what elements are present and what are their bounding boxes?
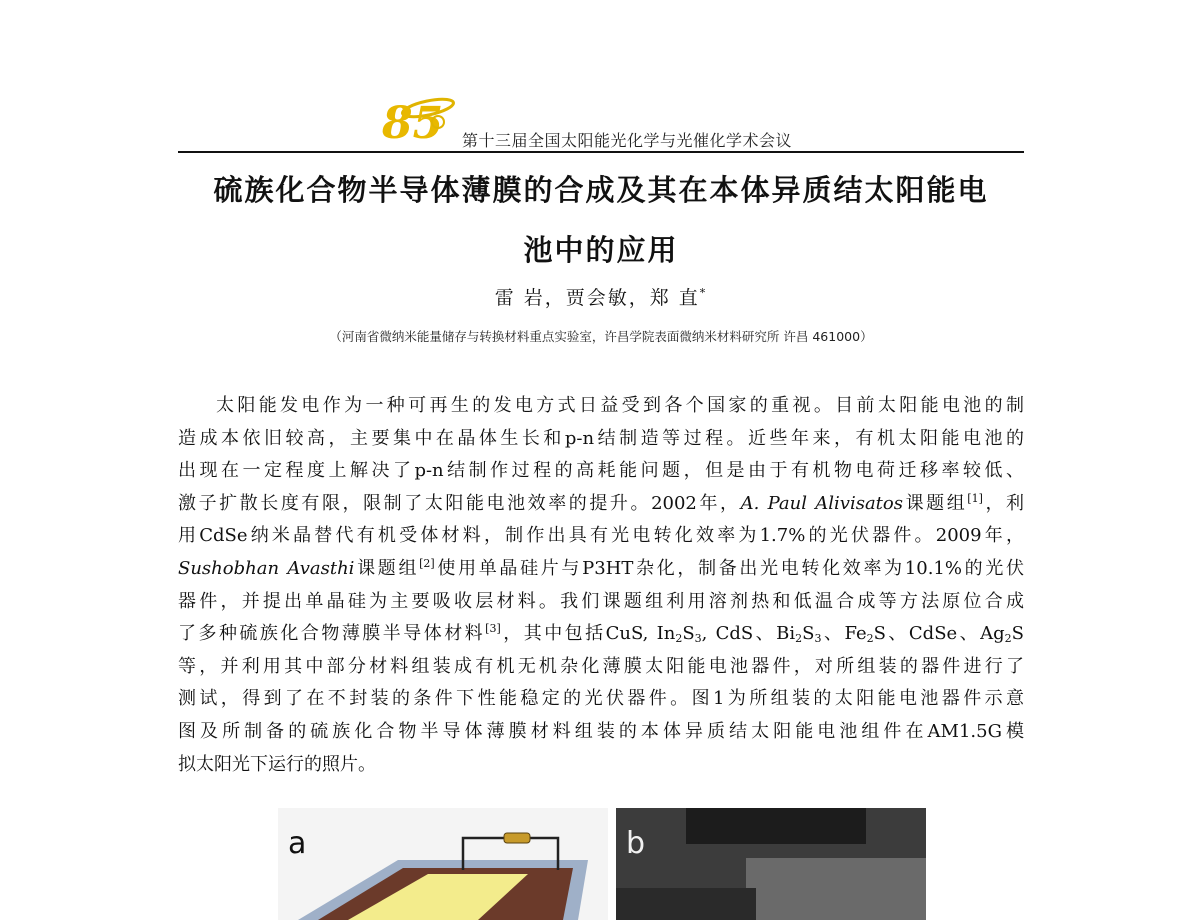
author-names: 雷 岩，贾会敏，郑 直 — [494, 287, 700, 309]
subscript: 3 — [814, 632, 822, 646]
body-line: 等，并利用其中部分材料组装成有机无机杂化薄膜太阳能电池器件，对所组装的器件进行了 — [178, 655, 1024, 677]
subscript: 2 — [866, 632, 874, 646]
figure-label-b: b — [626, 826, 646, 861]
corresponding-mark: * — [699, 286, 708, 300]
body-line: 图及所制备的硫族化合物半导体薄膜材料组装的本体异质结太阳能电池组件在AM1.5G模 — [178, 720, 1024, 742]
body-line: 造成本依旧较高，主要集中在晶体生长和p-n结制造等过程。近些年来，有机太阳能电池的 — [178, 427, 1024, 449]
text-run: ，其中包括CuS, In — [500, 623, 676, 645]
header-rule — [178, 151, 1024, 153]
text-run: S — [1011, 623, 1025, 645]
conference-name: 第十三届全国太阳能光化学与光催化学术会议 — [462, 131, 793, 150]
subscript: 2 — [795, 632, 803, 646]
figure-panel-a — [278, 808, 608, 920]
paper-title-line-1: 硫族化合物半导体薄膜的合成及其在本体异质结太阳能电 — [213, 173, 989, 207]
text-run: 、Fe — [821, 623, 867, 645]
figure-label-a: a — [288, 826, 307, 861]
paper-title-line-2: 池中的应用 — [523, 233, 679, 267]
body-line: 拟太阳光下运行的照片。 — [178, 753, 376, 775]
device-schematic — [278, 808, 608, 920]
citation: [2] — [419, 556, 435, 570]
figure-panel-b — [616, 808, 926, 920]
body-line: 测试，得到了在不封装的条件下性能稳定的光伏器件。图1为所组装的太阳能电池器件示意 — [178, 688, 1024, 710]
text-run: 了多种硫族化合物薄膜半导体材料 — [178, 623, 486, 645]
abstract-body — [178, 390, 1024, 781]
body-line — [178, 488, 1024, 521]
body-line: 出现在一定程度上解决了p-n结制作过程的高耗能问题，但是由于有机物电荷迁移率较低、 — [178, 460, 1024, 482]
conference-logo — [378, 88, 458, 144]
author-ref-name: Sushobhan Avasthi — [178, 557, 355, 579]
subscript: 2 — [675, 632, 683, 646]
body-line: 器件，并提出单晶硅为主要吸收层材料。我们课题组利用溶剂热和低温合成等方法原位合成 — [178, 590, 1024, 612]
author-ref-name: A. Paul Alivisatos — [740, 492, 903, 514]
text-run: 激子扩散长度有限，限制了太阳能电池效率的提升。2002年， — [178, 492, 741, 514]
logo-number: 85 — [382, 98, 444, 144]
text-run: ，利 — [982, 492, 1025, 514]
text-run: S — [802, 623, 815, 645]
text-run: S — [682, 623, 695, 645]
text-run: S、CdSe、Ag — [873, 623, 1005, 645]
authors — [178, 283, 1024, 310]
text-run: , CdS、Bi — [701, 623, 796, 645]
citation: [1] — [967, 491, 983, 505]
text-run: 课题组 — [903, 492, 968, 514]
device-photo — [616, 808, 926, 920]
affiliation: （河南省微纳米能量储存与转换材料重点实验室，许昌学院表面微纳米材料研究所 许昌 461000） — [329, 329, 873, 344]
citation: [3] — [485, 622, 501, 636]
text-run: 使用单晶硅片与P3HT杂化，制备出光电转化效率为10.1%的光伏 — [434, 557, 1025, 579]
body-line — [178, 553, 1024, 586]
body-line: 太阳能发电作为一种可再生的发电方式日益受到各个国家的重视。目前太阳能电池的制 — [216, 395, 1024, 416]
body-line: 用CdSe纳米晶替代有机受体材料，制作出具有光电转化效率为1.7%的光伏器件。2009年， — [178, 525, 1024, 547]
body-line — [178, 618, 1024, 651]
subscript: 3 — [694, 632, 702, 646]
subscript: 2 — [1004, 632, 1012, 646]
text-run: 课题组 — [354, 557, 420, 579]
